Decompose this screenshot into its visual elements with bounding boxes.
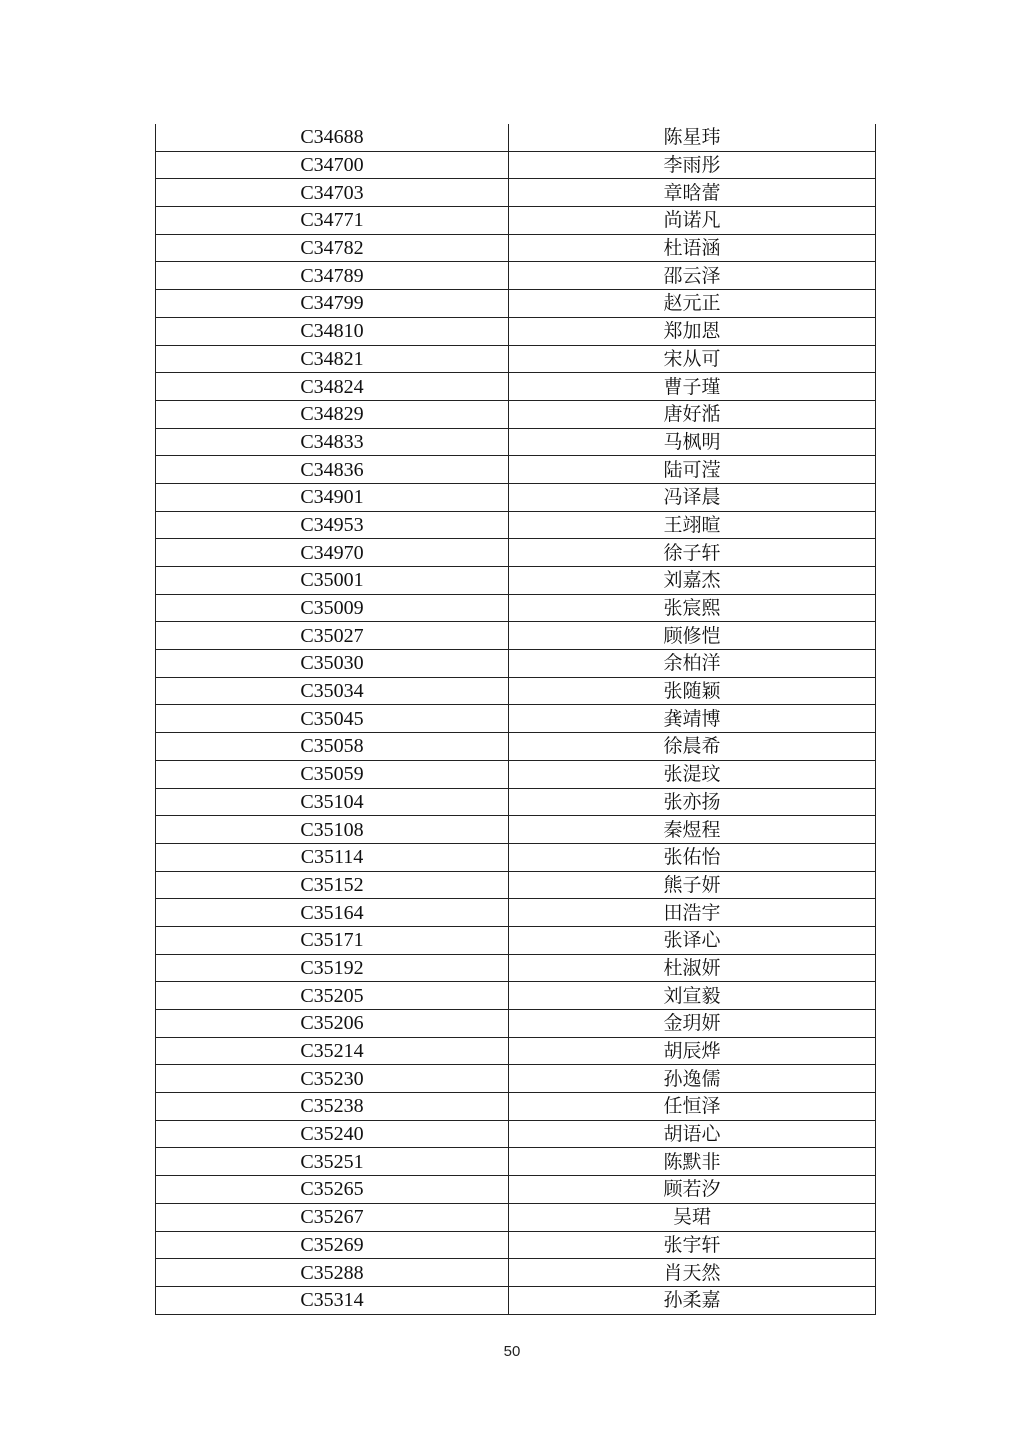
table-row xyxy=(156,567,876,595)
candidate-id-cell: C35058 xyxy=(156,733,509,761)
candidate-name-cell: 顾若汐 xyxy=(509,1176,876,1204)
candidate-id-cell: C34771 xyxy=(156,207,509,235)
candidate-id-cell: C34833 xyxy=(156,428,509,456)
table-row xyxy=(156,207,876,235)
candidate-id-cell: C35269 xyxy=(156,1231,509,1259)
table-row xyxy=(156,899,876,927)
candidate-id-cell: C35001 xyxy=(156,567,509,595)
candidate-id-cell: C35314 xyxy=(156,1286,509,1314)
candidate-name-cell: 陈星玮 xyxy=(509,124,876,151)
candidate-id-cell: C34789 xyxy=(156,262,509,290)
candidate-name-cell: 胡语心 xyxy=(509,1120,876,1148)
candidate-name-cell: 金玥妍 xyxy=(509,1010,876,1038)
candidate-name-cell: 余柏洋 xyxy=(509,650,876,678)
table-row xyxy=(156,926,876,954)
table-row xyxy=(156,705,876,733)
candidate-name-cell: 胡辰烨 xyxy=(509,1037,876,1065)
table-row xyxy=(156,1203,876,1231)
table-row xyxy=(156,594,876,622)
candidate-name-cell: 孙柔嘉 xyxy=(509,1286,876,1314)
candidate-id-cell: C34953 xyxy=(156,511,509,539)
table-row xyxy=(156,954,876,982)
table-row xyxy=(156,622,876,650)
candidate-id-cell: C34970 xyxy=(156,539,509,567)
candidate-name-cell: 尚诺凡 xyxy=(509,207,876,235)
table-row xyxy=(156,428,876,456)
candidate-name-cell: 徐子轩 xyxy=(509,539,876,567)
candidate-name-cell: 李雨彤 xyxy=(509,151,876,179)
table-row xyxy=(156,1231,876,1259)
candidate-name-cell: 陆可滢 xyxy=(509,456,876,484)
candidate-id-cell: C34824 xyxy=(156,373,509,401)
table-row xyxy=(156,1037,876,1065)
candidate-id-cell: C35192 xyxy=(156,954,509,982)
candidate-name-cell: 冯译晨 xyxy=(509,483,876,511)
candidate-id-cell: C35027 xyxy=(156,622,509,650)
candidate-id-cell: C35230 xyxy=(156,1065,509,1093)
candidate-id-cell: C34700 xyxy=(156,151,509,179)
candidate-name-cell: 杜语涵 xyxy=(509,234,876,262)
candidate-name-cell: 徐晨希 xyxy=(509,733,876,761)
table-row xyxy=(156,262,876,290)
table-row xyxy=(156,843,876,871)
table-row xyxy=(156,1176,876,1204)
table-row xyxy=(156,511,876,539)
candidate-name-cell: 孙逸儒 xyxy=(509,1065,876,1093)
candidate-id-cell: C34836 xyxy=(156,456,509,484)
table-row xyxy=(156,539,876,567)
candidate-name-cell: 刘嘉杰 xyxy=(509,567,876,595)
table-row xyxy=(156,1148,876,1176)
table-row xyxy=(156,1093,876,1121)
candidate-name-cell: 张译心 xyxy=(509,926,876,954)
candidate-id-cell: C35267 xyxy=(156,1203,509,1231)
candidate-id-cell: C35206 xyxy=(156,1010,509,1038)
table-row xyxy=(156,179,876,207)
candidate-id-cell: C34799 xyxy=(156,290,509,318)
table-row xyxy=(156,400,876,428)
candidate-id-cell: C34821 xyxy=(156,345,509,373)
candidate-id-cell: C35034 xyxy=(156,677,509,705)
candidate-id-cell: C35205 xyxy=(156,982,509,1010)
candidate-name-cell: 熊子妍 xyxy=(509,871,876,899)
candidate-name-cell: 刘宣毅 xyxy=(509,982,876,1010)
candidate-id-cell: C35214 xyxy=(156,1037,509,1065)
candidate-name-cell: 张宸熙 xyxy=(509,594,876,622)
candidate-name-cell: 章晗蕾 xyxy=(509,179,876,207)
table-row xyxy=(156,760,876,788)
candidate-name-cell: 郑加恩 xyxy=(509,317,876,345)
candidate-id-cell: C35251 xyxy=(156,1148,509,1176)
table-row xyxy=(156,871,876,899)
candidate-id-cell: C35171 xyxy=(156,926,509,954)
candidate-name-cell: 顾修恺 xyxy=(509,622,876,650)
table-row xyxy=(156,1259,876,1287)
candidate-id-cell: C35030 xyxy=(156,650,509,678)
roster-table xyxy=(155,124,876,1315)
candidate-name-cell: 张湜玟 xyxy=(509,760,876,788)
candidate-name-cell: 张宇轩 xyxy=(509,1231,876,1259)
candidate-name-cell: 吴珺 xyxy=(509,1203,876,1231)
candidate-id-cell: C35009 xyxy=(156,594,509,622)
table-row xyxy=(156,317,876,345)
candidate-id-cell: C35059 xyxy=(156,760,509,788)
table-row xyxy=(156,456,876,484)
table-row xyxy=(156,1065,876,1093)
candidate-name-cell: 秦煜程 xyxy=(509,816,876,844)
candidate-name-cell: 曹子瑾 xyxy=(509,373,876,401)
candidate-id-cell: C34688 xyxy=(156,124,509,151)
table-row xyxy=(156,677,876,705)
candidate-id-cell: C34901 xyxy=(156,483,509,511)
table-row xyxy=(156,1286,876,1314)
candidate-name-cell: 赵元正 xyxy=(509,290,876,318)
candidate-id-cell: C35164 xyxy=(156,899,509,927)
candidate-name-cell: 王翊暄 xyxy=(509,511,876,539)
candidate-id-cell: C35152 xyxy=(156,871,509,899)
candidate-id-cell: C35240 xyxy=(156,1120,509,1148)
table-row xyxy=(156,345,876,373)
table-row xyxy=(156,483,876,511)
candidate-id-cell: C34703 xyxy=(156,179,509,207)
candidate-name-cell: 宋从可 xyxy=(509,345,876,373)
table-row xyxy=(156,1010,876,1038)
candidate-id-cell: C35265 xyxy=(156,1176,509,1204)
candidate-name-cell: 张随颖 xyxy=(509,677,876,705)
roster-table-body xyxy=(156,124,876,1314)
table-row xyxy=(156,234,876,262)
candidate-id-cell: C34782 xyxy=(156,234,509,262)
candidate-name-cell: 杜淑妍 xyxy=(509,954,876,982)
candidate-name-cell: 马枫明 xyxy=(509,428,876,456)
candidate-id-cell: C35104 xyxy=(156,788,509,816)
candidate-name-cell: 龚靖博 xyxy=(509,705,876,733)
table-row xyxy=(156,650,876,678)
table-row xyxy=(156,816,876,844)
table-row xyxy=(156,733,876,761)
candidate-name-cell: 张亦扬 xyxy=(509,788,876,816)
table-row xyxy=(156,290,876,318)
candidate-id-cell: C35114 xyxy=(156,843,509,871)
candidate-name-cell: 唐好湉 xyxy=(509,400,876,428)
table-row xyxy=(156,788,876,816)
candidate-id-cell: C34829 xyxy=(156,400,509,428)
table-row xyxy=(156,1120,876,1148)
candidate-id-cell: C35288 xyxy=(156,1259,509,1287)
candidate-id-cell: C34810 xyxy=(156,317,509,345)
candidate-name-cell: 田浩宇 xyxy=(509,899,876,927)
candidate-name-cell: 任恒泽 xyxy=(509,1093,876,1121)
candidate-id-cell: C35045 xyxy=(156,705,509,733)
candidate-name-cell: 张佑怡 xyxy=(509,843,876,871)
candidate-id-cell: C35108 xyxy=(156,816,509,844)
table-row xyxy=(156,124,876,151)
candidate-name-cell: 邵云泽 xyxy=(509,262,876,290)
table-row xyxy=(156,151,876,179)
candidate-id-cell: C35238 xyxy=(156,1093,509,1121)
candidate-name-cell: 肖天然 xyxy=(509,1259,876,1287)
table-row xyxy=(156,982,876,1010)
table-row xyxy=(156,373,876,401)
page-number: 50 xyxy=(503,1343,521,1360)
candidate-name-cell: 陈默非 xyxy=(509,1148,876,1176)
